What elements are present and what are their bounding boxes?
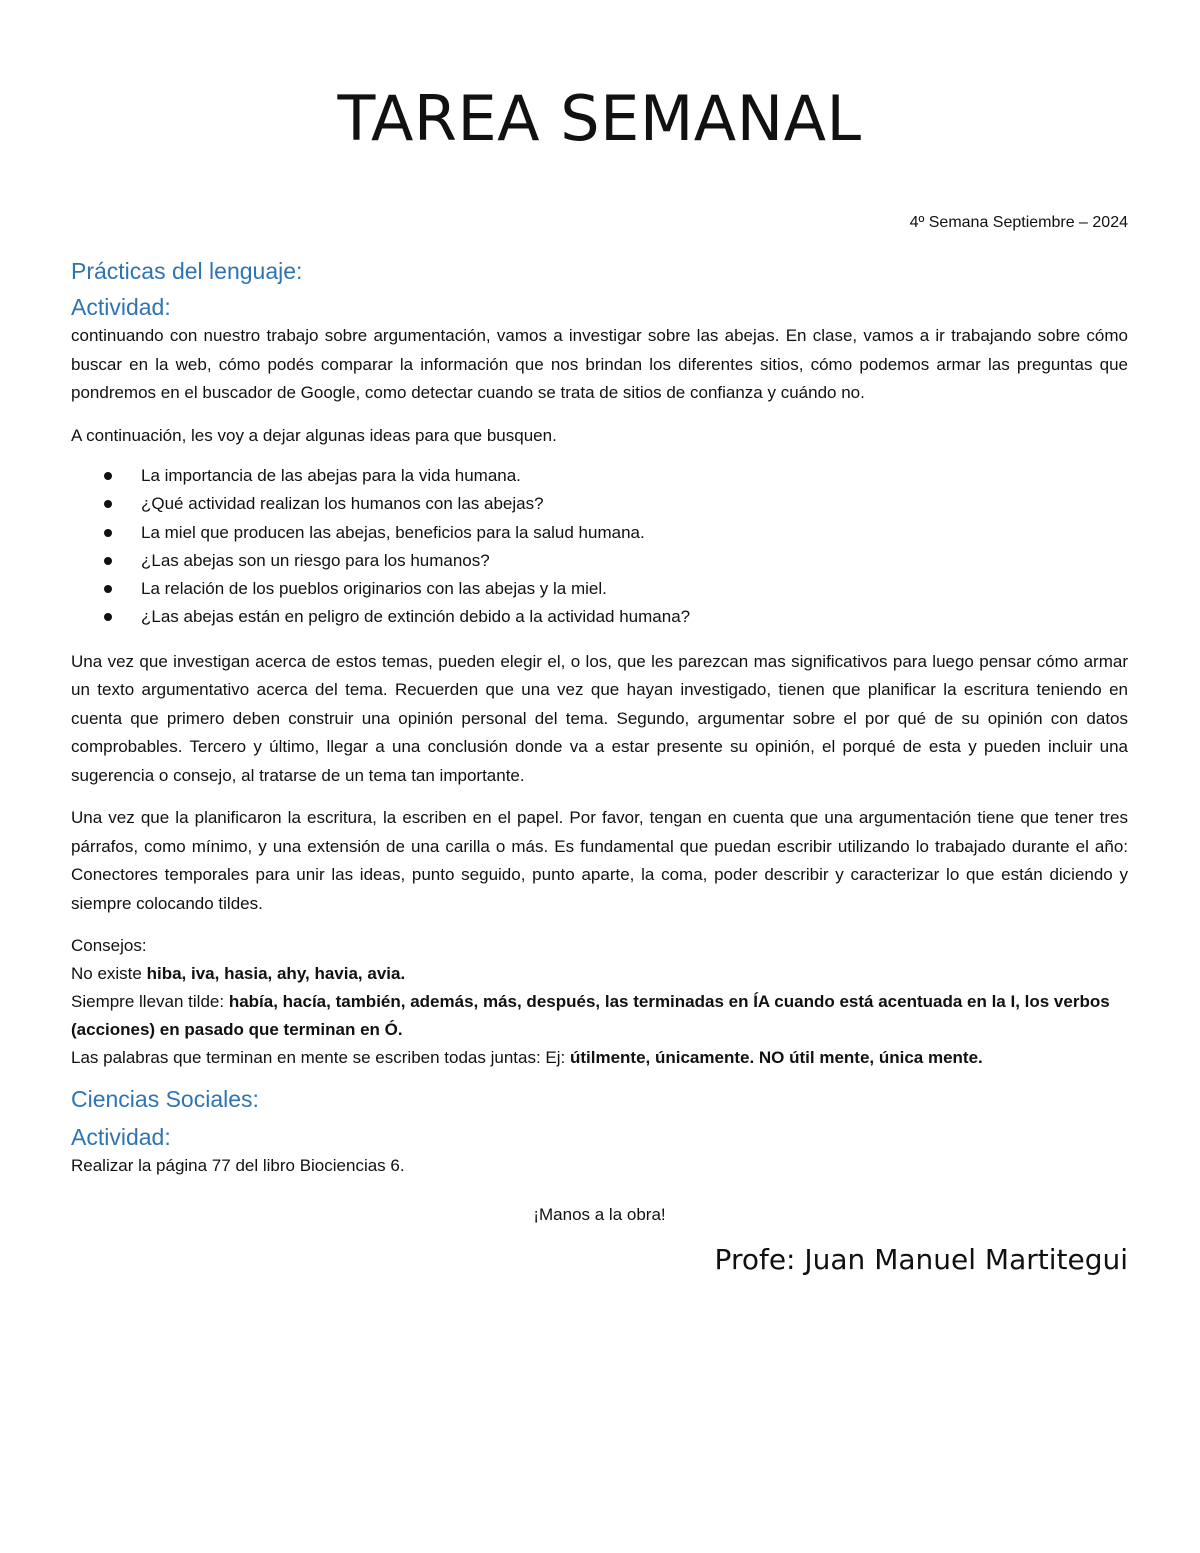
list-item-text: La importancia de las abejas para la vida humana. [141, 466, 521, 485]
closing-line: ¡Manos a la obra! [533, 1204, 666, 1224]
list-item [71, 519, 1128, 547]
document-body [71, 256, 1128, 1276]
tip-bold-text: hiba, iva, hasia, ahy, havia, avia. [146, 964, 406, 984]
tip-line-2 [71, 988, 1128, 1044]
paragraph-writing: Una vez que la planificaron la escritura, la escriben en el papel. Por favor, tengan en cuenta que una argumentación tiene que tener tres párrafos, como mínimo, y una extensión de una carilla o más. Es fundamental que puedan escribir utilizando lo trabajado durante el año: Conectores temporales para unir las ideas, punto seguido, punto aparte, la coma, poder describir y caracterizar lo que están diciendo y siempre colocando tildes. [71, 808, 1128, 913]
bullet-icon [104, 500, 112, 508]
bullet-icon [104, 472, 112, 480]
paragraph-intro: continuando con nuestro trabajo sobre argumentación, vamos a investigar sobre las abejas. En clase, vamos a ir trabajando sobre cómo buscar en la web, cómo podés comparar la información que nos brindan los diferentes sitios, cómo podemos armar las preguntas que pondremos en el buscador de Google, como detectar cuando se trata de sitios de confianza y cuándo no. [71, 326, 1128, 402]
date-line: 4º Semana Septiembre – 2024 [909, 214, 1128, 231]
list-item-text: La relación de los pueblos originarios con las abejas y la miel. [141, 579, 607, 599]
tips-block [71, 932, 1128, 1072]
list-item-text: ¿Las abejas son un riesgo para los humanos? [141, 550, 490, 570]
tip-text: Las palabras que terminan en mente se escriben todas juntas: Ej: [71, 1048, 570, 1068]
list-item [71, 462, 1128, 490]
section-heading-sociales: Ciencias Sociales: [71, 1086, 259, 1113]
ideas-intro: A continuación, les voy a dejar algunas ideas para que busquen. [71, 425, 557, 445]
list-item [71, 603, 1128, 631]
list-item [71, 490, 1128, 518]
tip-text: No existe [71, 964, 147, 984]
list-item [71, 575, 1128, 603]
tip-bold-text: había, hacía, también, además, más, después, las terminadas en ÍA cuando está acentuada en la I, los verbos (acciones) en pasado que terminan en Ó. [71, 992, 1110, 1040]
tip-bold-text: útilmente, únicamente. NO útil mente, única mente. [569, 1048, 983, 1068]
bullet-icon [104, 585, 112, 593]
sociales-task: Realizar la página 77 del libro Biociencias 6. [71, 1156, 405, 1176]
activity-heading-sociales: Actividad: [71, 1124, 171, 1151]
ideas-list [71, 462, 1128, 632]
tip-line-1 [71, 960, 1128, 988]
signature: Profe: Juan Manuel Martitegui [714, 1242, 1128, 1276]
tip-text: Siempre llevan tilde: [71, 992, 229, 1012]
section-heading-lenguaje: Prácticas del lenguaje: [71, 258, 303, 284]
bullet-icon [104, 529, 112, 537]
tip-line-3 [71, 1044, 1128, 1072]
list-item-text: ¿Qué actividad realizan los humanos con las abejas? [141, 494, 544, 514]
tips-label: Consejos: [71, 936, 147, 956]
bullet-icon [104, 557, 112, 565]
list-item [71, 547, 1128, 575]
bullet-icon [104, 613, 112, 621]
activity-heading-lenguaje: Actividad: [71, 294, 171, 320]
paragraph-planning: Una vez que investigan acerca de estos temas, pueden elegir el, o los, que les parezcan mas significativos para luego pensar cómo armar un texto argumentativo acerca del tema. Recuerden que una vez que hayan investigado, tienen que planificar la escritura teniendo en cuenta que primero deben construir una opinión personal del tema. Segundo, argumentar sobre el por qué de su opinión con datos comprobables. Tercero y último, llegar a una conclusión donde va a estar presente su opinión, el porqué de esta y pueden incluir una sugerencia o consejo, al tratarse de un tema tan importante. [71, 651, 1128, 785]
list-item-text: La miel que producen las abejas, beneficios para la salud humana. [141, 522, 645, 542]
list-item-text: ¿Las abejas están en peligro de extinción debido a la actividad humana? [141, 607, 691, 627]
page-title: TAREA SEMANAL [337, 82, 862, 155]
